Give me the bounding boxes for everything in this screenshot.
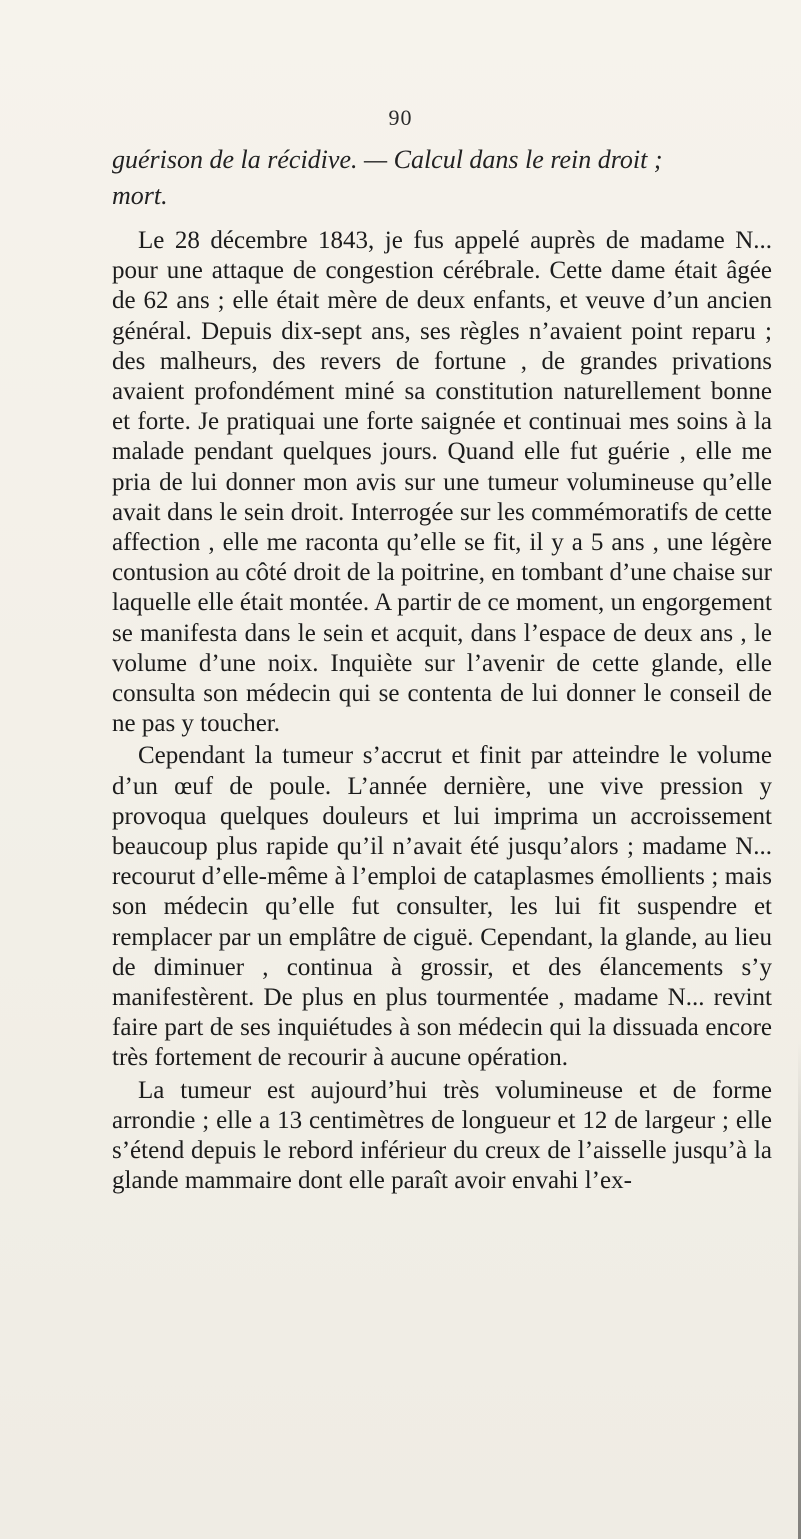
page-number: 90 <box>388 105 413 130</box>
paragraph-3: La tumeur est aujourd’hui très volumineuse et de forme arrondie ; elle a 13 centimètres de longueur et 12 de largeur ; elle s’étend depuis le rebord inférieur du creux de l’aisselle jusqu’à la glande mammaire dont elle paraît avoir envahi l’ex- <box>112 1076 772 1195</box>
heading-line-2: mort. <box>112 181 168 210</box>
paragraph-2: Cependant la tumeur s’accrut et finit par atteindre le volume d’un œuf de poule. L’année dernière, une vive pression y provoqua quelques douleurs et lui imprima un accroissement beaucoup plus rapide qu’il n’avait été jusqu’alors ; madame N... recourut d’elle-même à l’emploi de cataplasmes émollients ; mais son médecin qu’elle fut consulter, les lui fit suspendre et remplacer par un emplâtre de ciguë. Cependant, la glande, au lieu de diminuer , continua à grossir, et des élancements s’y manifestèrent. De plus en plus tourmentée , madame N... revint faire part de ses inquiétudes à son médecin qui la dissuada encore très fortement de recourir à aucune opération. <box>112 742 772 1072</box>
paragraph-1: Le 28 décembre 1843, je fus appelé auprès de madame N... pour une attaque de congestion cérébrale. Cette dame était âgée de 62 ans ; elle était mère de deux enfants, et veuve d’un ancien général. Depuis dix-sept ans, ses règles n’avaient point reparu ; des malheurs, des revers de fortune , de grandes privations avaient profondément miné sa constitution naturellement bonne et forte. Je pratiquai une forte saignée et continuai mes soins à la malade pendant quelques jours. Quand elle fut guérie , elle me pria de lui donner mon avis sur une tumeur volumineuse qu’elle avait dans le sein droit. Interrogée sur les commémoratifs de cette affection , elle me raconta qu’elle se fit, il y a 5 ans , une légère contusion au côté droit de la poitrine, en tombant d’une chaise sur laquelle elle était montée. A partir de ce moment, un engorgement se manifesta dans le sein et acquit, dans l’espace de deux ans , le volume d’une noix. Inquiète sur l’avenir de cette glande, elle consulta son médecin qui se contenta de lui donner le conseil de ne pas y toucher. <box>112 227 772 738</box>
heading-line-1: guérison de la récidive. — Calcul dans le rein droit ; <box>112 145 663 174</box>
text-body <box>112 142 772 1197</box>
section-heading <box>112 142 772 214</box>
